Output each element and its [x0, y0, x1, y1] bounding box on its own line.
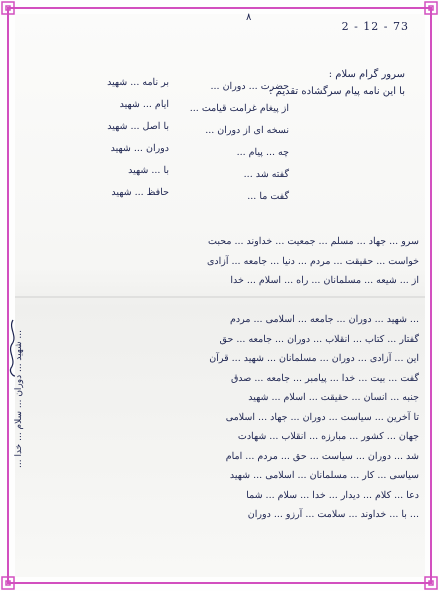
greeting [269, 66, 405, 100]
body-line: خواست ... حقیقت ... مردم ... دنیا ... جامعه ... آزادی [206, 255, 419, 267]
body-line: دعا ... کلام ... دیدار ... خدا ... سلام ... شما [246, 489, 419, 501]
name-list-left [107, 72, 169, 204]
list-item: با ... شهید [128, 165, 169, 176]
body-line: جهان ... کشور ... مبارزه ... انقلاب ... شهادت [237, 431, 419, 442]
body-line: گفت ... بیت ... خدا ... پیامبر ... جامعه ... صدق [230, 372, 419, 384]
name-list-right [190, 76, 289, 208]
body-line: سیاسی ... کار ... مسلمانان ... اسلامی ... شهید [229, 470, 419, 481]
margin-note: ... شهید ... دوران ... سلام ... خدا ... [14, 330, 24, 469]
list-item: ایام ... شهید [119, 99, 169, 110]
letter-body [24, 232, 419, 525]
list-item: نسخه ای از دوران ... [205, 125, 289, 136]
greeting-line: سرور گرام سلام : [328, 69, 405, 80]
margin-scribble [4, 318, 22, 378]
page-mark: ۸ [246, 12, 252, 23]
body-line: گفتار ... کتاب ... انقلاب ... دوران ... جامعه ... حق [219, 333, 419, 345]
body-line: ... شهید ... دوران ... جامعه ... اسلامی ... مردم [230, 314, 419, 325]
list-item: گفته شد ... [243, 169, 289, 180]
body-line [24, 291, 419, 311]
list-item: حضرت ... دوران ... [210, 81, 289, 92]
body-line: شد ... دوران ... سیاست ... حق ... مردم ... امام [225, 450, 419, 462]
body-line: این ... آزادی ... دوران ... مسلمانان ... شهید ... قرآن [209, 353, 419, 364]
body-line: از ... شیعه ... مسلمانان ... راه ... اسلام ... خدا [230, 275, 419, 286]
body-line: جنبه ... انسان ... حقیقت ... اسلام ... شهید [248, 392, 419, 403]
letter-date: 2 - 12 - 73 [341, 20, 409, 33]
body-line: ... با ... خداوند ... سلامت ... آرزو ... دوران [247, 509, 419, 520]
greeting-line: با این نامه پیام سرگشاده تقدیم : [269, 86, 405, 97]
list-item: چه ... پیام ... [236, 147, 289, 158]
list-item: از پیغام غرامت قیامت ... [189, 103, 289, 114]
list-item: با اصل ... شهید [107, 121, 169, 132]
body-line: تا آخرین ... سیاست ... دوران ... جهاد ... اسلامی [225, 411, 419, 423]
list-item: حافظ ... شهید [111, 187, 169, 198]
list-item: دوران ... شهید [110, 143, 169, 154]
list-item: بر نامه ... شهید [107, 77, 169, 88]
body-line: سرو ... جهاد ... مسلم ... جمعیت ... خداوند ... محبت [208, 236, 419, 247]
list-item: گفت ما ... [247, 191, 289, 202]
